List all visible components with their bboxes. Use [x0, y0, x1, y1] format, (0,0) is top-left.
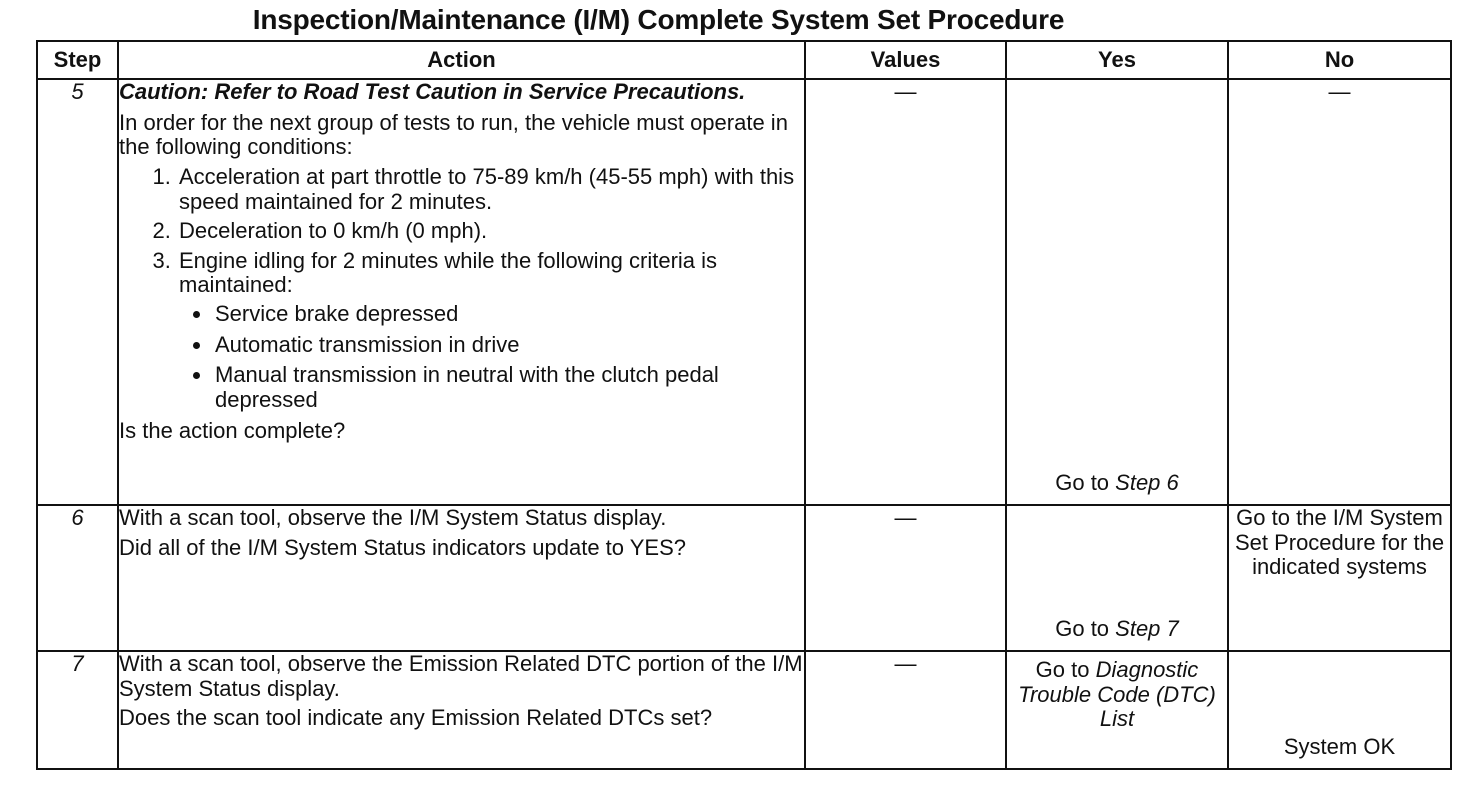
- yes-step-ref: Step 7: [1115, 616, 1179, 642]
- yes-prefix: Go to: [1035, 657, 1096, 682]
- values-cell: —: [805, 79, 1006, 505]
- yes-prefix: Go to: [1055, 470, 1116, 496]
- yes-result: [1007, 471, 1227, 496]
- values-cell: —: [805, 651, 1006, 769]
- header-values: Values: [805, 41, 1006, 79]
- action-instruction: With a scan tool, observe the Emission Related DTC portion of the I/M System Status display.: [119, 651, 803, 701]
- action-question: Is the action complete?: [119, 417, 346, 443]
- header-step: Step: [37, 41, 118, 79]
- list-item: • Automatic transmission in drive: [213, 333, 804, 358]
- list-item: 1. Acceleration at part throttle to 75-89 km/h (45-55 mph) with this speed maintained for 2 minutes.: [177, 165, 804, 214]
- step-number: 7: [37, 651, 118, 769]
- yes-cell: [1006, 505, 1228, 651]
- criteria-list: [179, 302, 804, 413]
- condition-list: [119, 165, 804, 413]
- header-action: Action: [118, 41, 805, 79]
- list-item: [177, 249, 804, 413]
- action-question: Did all of the I/M System Status indicators update to YES?: [119, 534, 686, 560]
- action-cell: [118, 651, 805, 769]
- list-item: • Service brake depressed: [213, 302, 804, 327]
- no-cell: —: [1228, 79, 1451, 505]
- no-cell: [1228, 651, 1451, 769]
- list-item-text: Engine idling for 2 minutes while the following criteria is maintained:: [179, 247, 718, 298]
- yes-step-ref: Step 6: [1115, 470, 1179, 496]
- values-cell: —: [805, 505, 1006, 651]
- title-text: Inspection/Maintenance (I/M) Complete System Set Procedure: [252, 4, 1065, 35]
- list-item: 2. Deceleration to 0 km/h (0 mph).: [177, 219, 804, 244]
- table-row: [37, 651, 1451, 769]
- action-instruction: With a scan tool, observe the I/M System Status display.: [119, 505, 667, 530]
- yes-result: [1007, 617, 1227, 642]
- yes-prefix: Go to: [1055, 616, 1116, 642]
- caution-note: Caution: Refer to Road Test Caution in Service Precautions.: [119, 79, 746, 104]
- step-number: 5: [37, 79, 118, 505]
- header-no: No: [1228, 41, 1451, 79]
- step-number: 6: [37, 505, 118, 651]
- yes-cell: [1006, 79, 1228, 505]
- action-cell: [118, 505, 805, 651]
- yes-cell: [1006, 651, 1228, 769]
- no-result: System OK: [1283, 734, 1396, 760]
- header-yes: Yes: [1006, 41, 1228, 79]
- action-cell: [118, 79, 805, 505]
- header-row: [37, 41, 1451, 79]
- yes-result: [1007, 652, 1227, 732]
- action-intro: In order for the next group of tests to run, the vehicle must operate in the following conditions:: [119, 109, 788, 160]
- page-title: [0, 4, 1472, 36]
- table-row: [37, 505, 1451, 651]
- no-result: Go to the I/M System Set Procedure for the indicated systems: [1234, 505, 1445, 580]
- table-row: [37, 79, 1451, 505]
- yes-dtc-ref: Diagnostic Trouble Code (DTC) List: [1018, 657, 1216, 732]
- list-item: • Manual transmission in neutral with the clutch pedal depressed: [213, 363, 804, 412]
- procedure-table: [36, 40, 1452, 770]
- no-cell: [1228, 505, 1451, 651]
- action-question: Does the scan tool indicate any Emission Related DTCs set?: [119, 705, 713, 731]
